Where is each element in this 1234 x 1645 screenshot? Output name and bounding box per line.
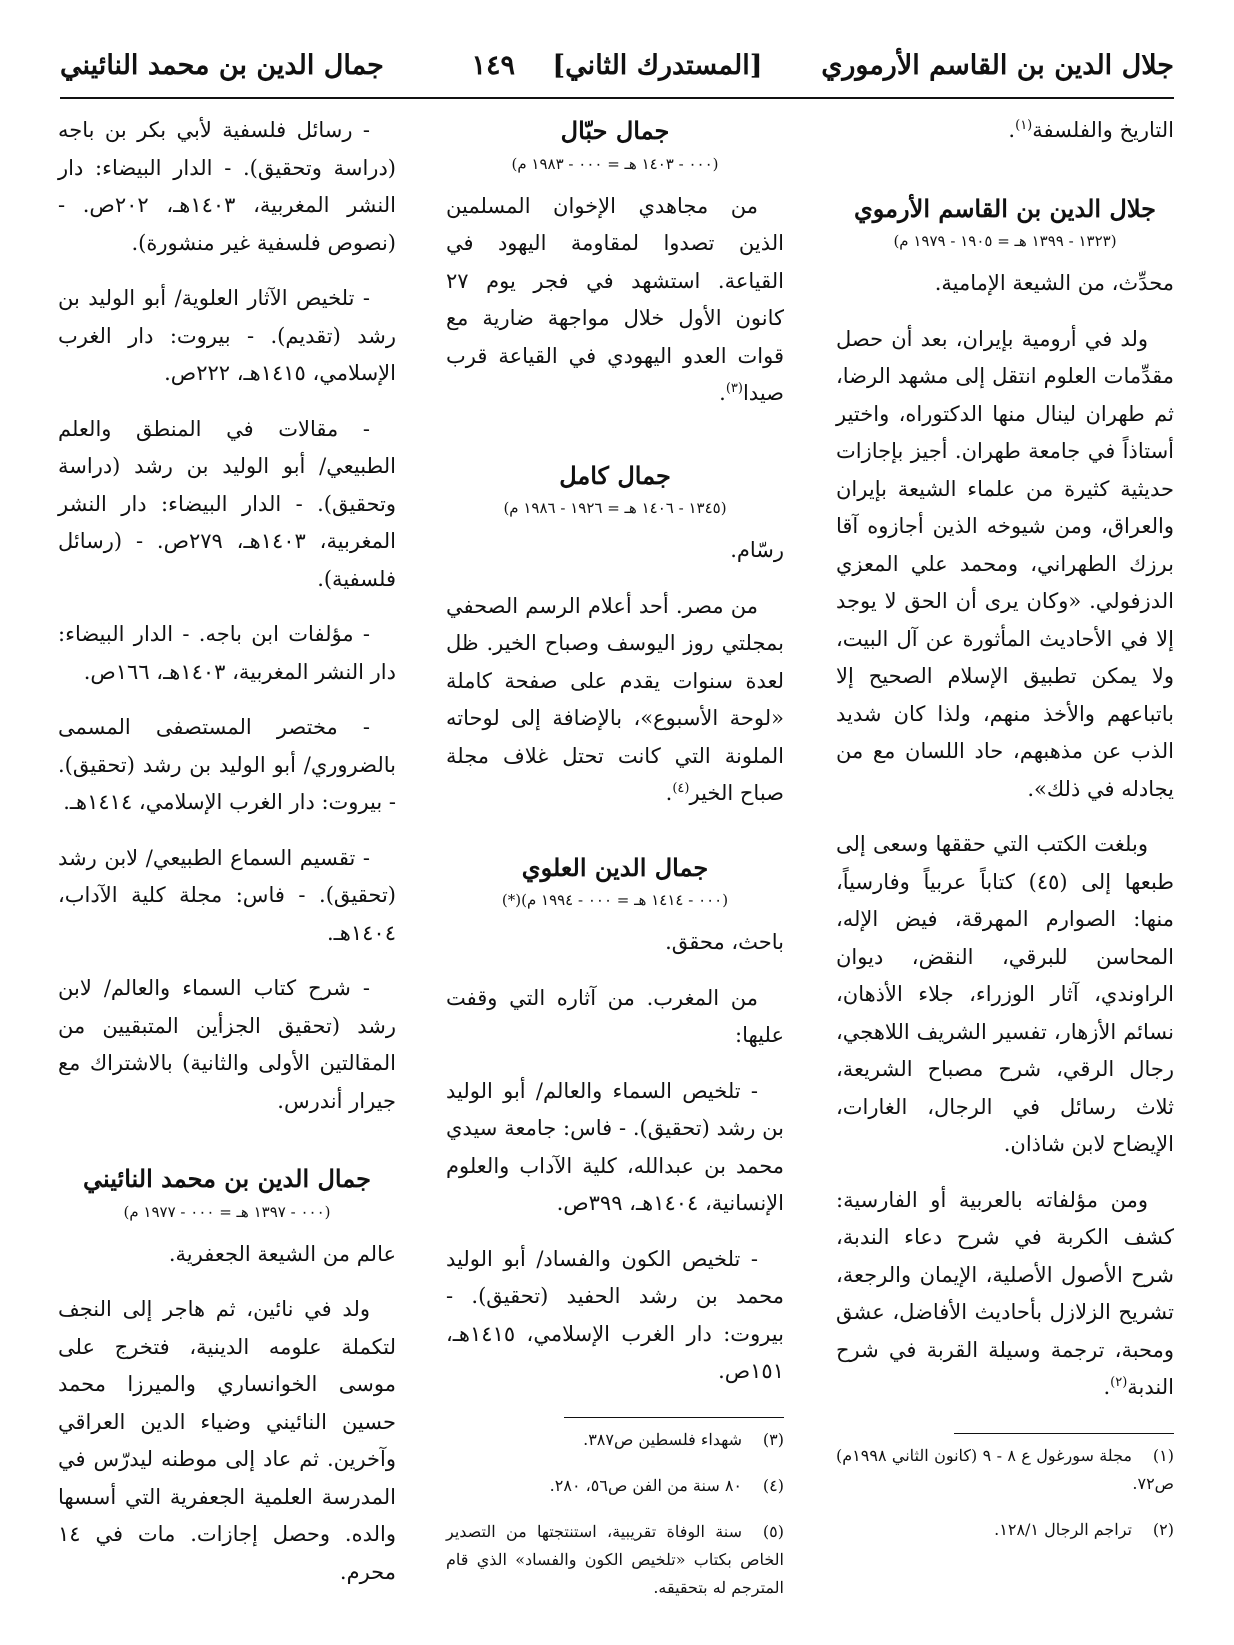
entry-title: جمال كامل bbox=[559, 460, 671, 490]
header-rule bbox=[60, 97, 1174, 99]
header-section-title: [المستدرك الثاني] bbox=[552, 50, 763, 81]
footnote: (٣)شهداء فلسطين ص٣٨٧. bbox=[583, 1429, 784, 1449]
entry-dates: (٠٠٠ - ١٤١٤ هـ = ٠٠٠ - ١٩٩٤ م)(*) bbox=[501, 891, 729, 909]
entry-dates: (٠٠٠ - ١٣٩٧ هـ = ٠٠٠ - ١٩٧٧ م) bbox=[123, 1202, 331, 1221]
footnote: (٢)تراجم الرجال ١٢٨/١. bbox=[994, 1519, 1174, 1539]
entry-role: باحث، محقق. bbox=[665, 930, 784, 954]
footnote: (١)مجلة سورغول ع ٨ - ٩ (كانون الثاني ١٩٩٨م) ص٧٢. bbox=[836, 1445, 1174, 1493]
entry-paragraph: من مصر. أحد أعلام الرسم الصحفي بمجلتي روز اليوسف وصباح الخير. ظل لعدة سنوات يقدم على صفحة كاملة «لوحة الأسبوع»، بالإضافة إلى لوحاته الملونة التي كانت تحتل غلاف مجلة صباح الخير$^{(٤)}$. bbox=[446, 593, 784, 805]
work-item: - تلخيص الآثار العلوية/ أبو الوليد بن رشد (تقديم). - بيروت: دار الغرب الإسلامي، ١٤١٥هـ، ٢٢٢ص. bbox=[58, 286, 396, 385]
running-header bbox=[60, 38, 1174, 98]
page-number: ١٤٩ bbox=[471, 50, 515, 81]
column-left bbox=[58, 112, 396, 1609]
footnote-rule bbox=[954, 1433, 1174, 1434]
entry-paragraph: من مجاهدي الإخوان المسلمين الذين تصدوا لمقاومة اليهود في القياعة. استشهد في فجر يوم ٢٧ كانون الأول خلال مواجهة ضارية مع قوات العدو اليهودي في القياعة قرب صيدا$^{(٣)}$. bbox=[446, 193, 784, 405]
work-item: - تقسيم السماع الطبيعي/ لابن رشد (تحقيق). - فاس: مجلة كلية الآداب، ١٤٠٤هـ. bbox=[58, 845, 396, 945]
entry-role: رسّام. bbox=[730, 538, 784, 562]
continued-text: التاريخ والفلسفة$^{(١)}$. bbox=[1008, 118, 1174, 142]
column-middle bbox=[446, 112, 784, 1620]
column-right bbox=[836, 112, 1174, 1562]
entry-dates: (١٣٢٣ - ١٣٩٩ هـ = ١٩٠٥ - ١٩٧٩ م) bbox=[893, 232, 1117, 250]
entry-title: جمال الدين العلوي bbox=[521, 852, 709, 882]
entry-paragraph: من المغرب. من آثاره التي وقفت عليها: bbox=[446, 985, 784, 1047]
entry-dates: (٠٠٠ - ١٤٠٣ هـ = ٠٠٠ - ١٩٨٣ م) bbox=[511, 154, 719, 173]
work-item: - مقالات في المنطق والعلم الطبيعي/ أبو الوليد بن رشد (دراسة وتحقيق). - الدار البيضاء: دار النشر المغربية، ١٤٠٣هـ، ٢٧٩ص. - (رسائل فلسفية). bbox=[58, 416, 396, 591]
work-item: - مؤلفات ابن باجه. - الدار البيضاء: دار النشر المغربية، ١٤٠٣هـ، ١٦٦ص. bbox=[58, 622, 396, 684]
entry-title: جمال الدين بن محمد النائيني bbox=[83, 1164, 371, 1193]
entry-paragraph: ومن مؤلفاته بالعربية أو الفارسية: كشف الكربة في شرح دعاء الندبة، شرح الأصول الأصلية، الإيمان والرجعة، تشريح الزلازل بأحاديث الأفاضل، عشق ومحبة، ترجمة وسيلة القربة في شرح الندبة$^{(٢)}$. bbox=[836, 1187, 1174, 1399]
entry-role: عالم من الشيعة الجعفرية. bbox=[168, 1241, 396, 1266]
footnote-rule bbox=[564, 1417, 784, 1418]
work-item: - تلخيص الكون والفساد/ أبو الوليد محمد بن رشد الحفيد (تحقيق). - بيروت: دار الغرب الإسلامي، ١٤١٥هـ، ١٥١ص. bbox=[446, 1246, 784, 1383]
work-item: - رسائل فلسفية لأبي بكر بن باجه (دراسة وتحقيق). - الدار البيضاء: دار النشر المغربية، ١٤٠٣هـ، ٢٠٢ص. - (نصوص فلسفية غير منشورة). bbox=[58, 118, 396, 255]
entry-role: محدِّث، من الشيعة الإمامية. bbox=[934, 271, 1174, 295]
entry-title: جمال حبّال bbox=[560, 116, 670, 145]
header-left-title: جمال الدين بن محمد النائيني bbox=[60, 50, 384, 81]
work-item: - تلخيص السماء والعالم/ أبو الوليد بن رشد (تحقيق). - فاس: جامعة سيدي محمد بن عبدالله، كلية الآداب والعلوم الإنسانية، ١٤٠٤هـ، ٣٩٩ص. bbox=[446, 1078, 784, 1215]
entry-paragraph: ولد في نائين، ثم هاجر إلى النجف لتكملة علومه الدينية، فتخرج على موسى الخوانساري والميرزا محمد حسين النائيني وضياء الدين العراقي وآخرين. ثم عاد إلى موطنه ليدرّس في المدرسة العلمية الجعفرية التي أسسها والده. وحصل إجازات. مات في ١٤ محرم. bbox=[58, 1297, 396, 1584]
entry-paragraph: ولد في أرومية بإيران، بعد أن حصل مقدِّمات العلوم انتقل إلى مشهد الرضا، ثم طهران لينال منها الدكتوراه، واختير أستاذاً في جامعة طهران. أجيز بإجازات حديثية كثيرة من علماء الشيعة بإيران والعراق، ومن شيوخه الذين أجازوه آقا برزك الطهراني، ومحمد علي المعزي الدزفولي. «وكان يرى أن الحق لا يوجد إلا في الأحاديث المأثورة عن آل البيت، ولا يمكن تطبيق الإسلام الصحيح إلا باتباعهم والأخذ منهم، ولذا كان شديد الذب عن مذهبهم، حاد اللسان مع من يجادله في ذلك». bbox=[836, 326, 1174, 801]
entry-title: جلال الدين بن القاسم الأرموي bbox=[854, 193, 1156, 223]
entry-paragraph: وبلغت الكتب التي حققها وسعى إلى طبعها إلى (٤٥) كتاباً عربياً وفارسياً، منها: الصوارم المهرقة، فيض الإله، المحاسن للبرقي، النقض، ديوان الراوندي، آثار الوزراء، جلاء الأذهان، نسائم الأزهار، تفسير الشريف اللاهجي، رجال الرقي، شرح مصباح الشريعة، ثلاث رسائل في الرجال، الغارات، الإيضاح لابن شاذان. bbox=[836, 832, 1174, 1156]
header-right-title: جلال الدين بن القاسم الأرموري bbox=[821, 50, 1174, 81]
footnote: (٤)٨٠ سنة من الفن ص٥٦، ٢٨٠. bbox=[549, 1475, 784, 1495]
work-item: - مختصر المستصفى المسمى بالضروري/ أبو الوليد بن رشد (تحقيق). - بيروت: دار الغرب الإسلامي، ١٤١٤هـ. bbox=[58, 715, 396, 814]
entry-dates: (١٣٤٥ - ١٤٠٦ هـ = ١٩٢٦ - ١٩٨٦ م) bbox=[503, 499, 727, 517]
work-item: - شرح كتاب السماء والعالم/ لابن رشد (تحقيق الجزأين المتبقيين من المقالتين الأولى والثانية) بالاشتراك مع جيرار أندرس. bbox=[58, 976, 396, 1113]
footnote: (٥)سنة الوفاة تقريبية، استنتجتها من التصدير الخاص بكتاب «تلخيص الكون والفساد» الذي قام المترجم له بتحقيقه. bbox=[446, 1521, 784, 1597]
